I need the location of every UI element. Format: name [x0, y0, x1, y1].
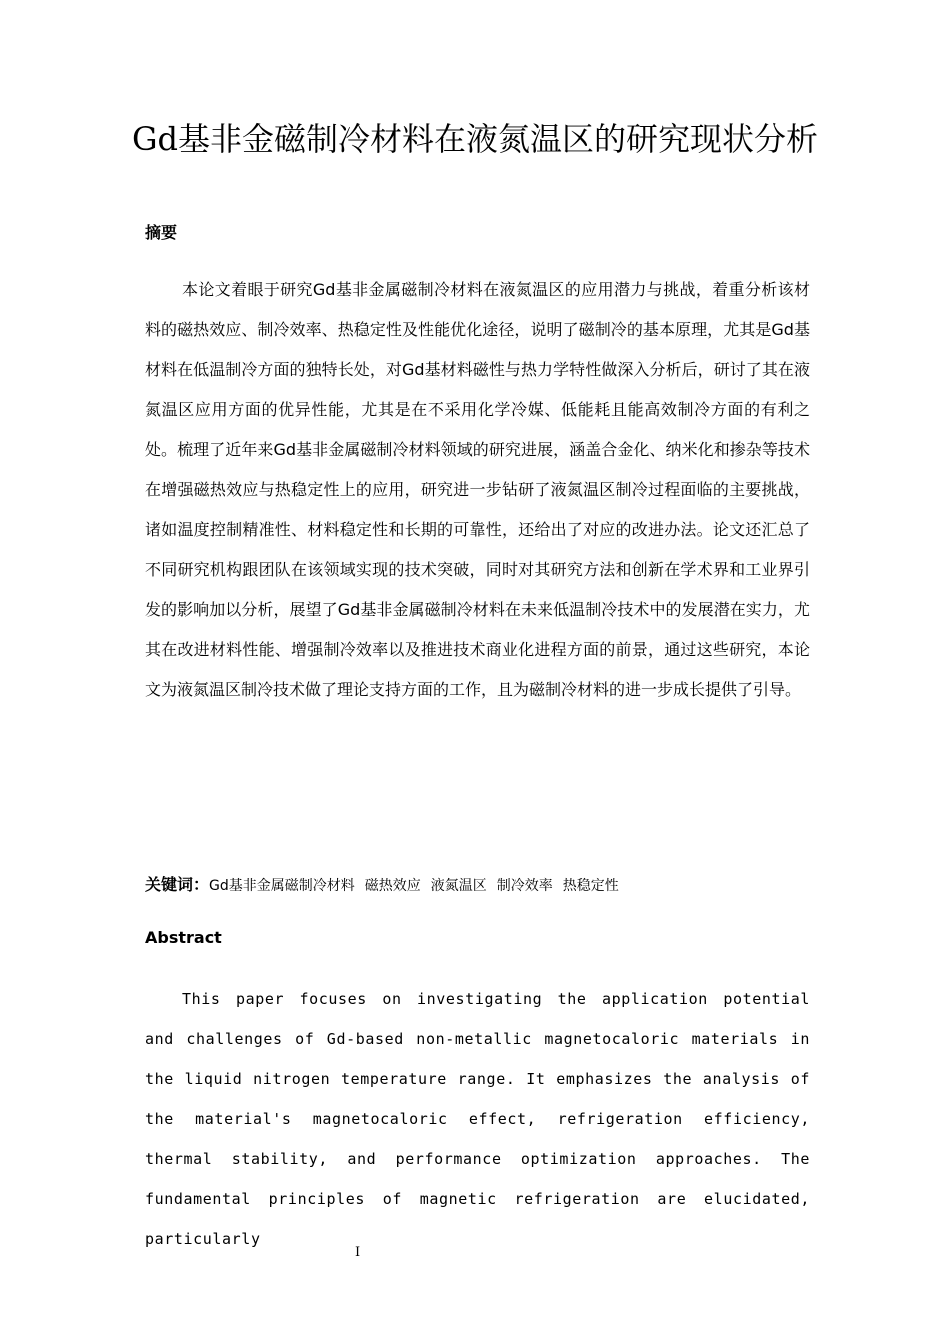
- abstract-body-zh: 本论文着眼于研究Gd基非金属磁制冷材料在液氮温区的应用潜力与挑战，着重分析该材料的磁热效应、制冷效率、热稳定性及性能优化途径，说明了磁制冷的基本原理，尤其是Gd基材料在低温制冷方面的独特长处，对Gd基材料磁性与热力学特性做深入分析后，研讨了其在液氮温区应用方面的优异性能，尤其是在不采用化学冷媒、低能耗且能高效制冷方面的有利之处。梳理了近年来Gd基非金属磁制冷材料领域的研究进展，涵盖合金化、纳米化和掺杂等技术在增强磁热效应与热稳定性上的应用，研究进一步钻研了液氮温区制冷过程面临的主要挑战，诸如温度控制精准性、材料稳定性和长期的可靠性，还给出了对应的改进办法。论文还汇总了不同研究机构跟团队在该领域实现的技术突破，同时对其研究方法和创新在学术界和工业界引发的影响加以分析，展望了Gd基非金属磁制冷材料在未来低温制冷技术中的发展潜在实力，尤其在改进材料性能、增强制冷效率以及推进技术商业化进程方面的前景，通过这些研究，本论文为液氮温区制冷技术做了理论支持方面的工作，且为磁制冷材料的进一步成长提供了引导。: [145, 280, 810, 699]
- abstract-body-en: This paper focuses on investigating the application potential and challenges of Gd-based non-metallic magnetocaloric materials in the liquid nitrogen temperature range. It emphasizes the analysis of the material's magnetocaloric effect, refrigeration efficiency, thermal stability, and performance optimization approaches. The fundamental principles of magnetic refrigeration are elucidated, particularly: [145, 990, 810, 1248]
- page-number: I: [355, 1245, 361, 1260]
- abstract-en-heading: Abstract: [145, 928, 222, 947]
- keyword-item: 热稳定性: [562, 878, 619, 894]
- keyword-item: Gd基非金属磁制冷材料: [209, 878, 355, 894]
- keyword-item: 磁热效应: [364, 878, 421, 894]
- abstract-heading: 摘要: [145, 223, 178, 242]
- keywords-label: 关键词：: [145, 875, 210, 894]
- keyword-item: 制冷效率: [496, 878, 553, 894]
- keyword-item: 液氮温区: [430, 878, 487, 894]
- keywords-line: [145, 873, 825, 898]
- document-title: Gd基非金磁制冷材料在液氮温区的研究现状分析: [131, 120, 819, 158]
